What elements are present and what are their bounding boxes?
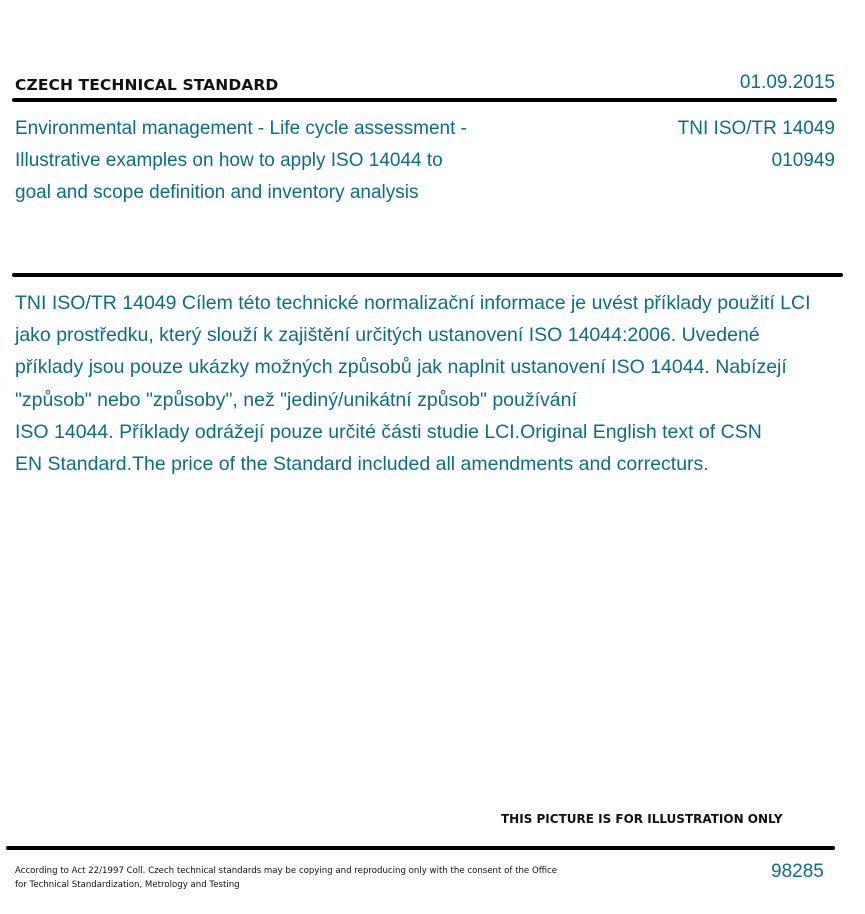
- document-type-label: CZECH TECHNICAL STANDARD: [15, 76, 279, 94]
- catalog-number: 010949: [771, 150, 835, 171]
- standard-codes: [678, 113, 835, 177]
- description-line: "způsob" nebo "způsoby", než "jediný/unikátní způsob" používání: [15, 388, 577, 411]
- title-line: goal and scope definition and inventory analysis: [15, 182, 419, 203]
- legal-line: for Technical Standardization, Metrology and Testing: [15, 880, 240, 890]
- standard-title: [15, 113, 467, 209]
- title-divider: [12, 273, 843, 277]
- legal-line: According to Act 22/1997 Coll. Czech technical standards may be copying and reproducing only with the consent of the Office: [15, 866, 558, 876]
- title-line: Illustrative examples on how to apply ISO 14044 to: [15, 150, 443, 171]
- standard-designation: TNI ISO/TR 14049: [677, 118, 835, 139]
- footer-divider: [6, 846, 835, 850]
- legal-notice: [15, 864, 557, 892]
- description-line: ISO 14044. Příklady odrážejí pouze určité části studie LCI.Original English text of CSN: [15, 420, 762, 443]
- title-line: Environmental management - Life cycle assessment -: [15, 118, 467, 139]
- description-line: příklady jsou pouze ukázky možných způsobů jak naplnit ustanovení ISO 14044. Nabízejí: [15, 356, 787, 379]
- illustration-note: THIS PICTURE IS FOR ILLUSTRATION ONLY: [501, 812, 783, 826]
- description: [15, 287, 811, 480]
- description-line: TNI ISO/TR 14049 Cílem této technické normalizační informace je uvést příklady použití LCI: [15, 292, 811, 314]
- header-divider: [12, 98, 837, 102]
- footer-number: 98285: [771, 861, 824, 882]
- description-line: EN Standard.The price of the Standard included all amendments and correcturs.: [15, 453, 709, 476]
- description-line: jako prostředku, který slouží k zajištění určitých ustanovení ISO 14044:2006. Uvedené: [15, 324, 760, 347]
- publication-date: 01.09.2015: [739, 72, 835, 93]
